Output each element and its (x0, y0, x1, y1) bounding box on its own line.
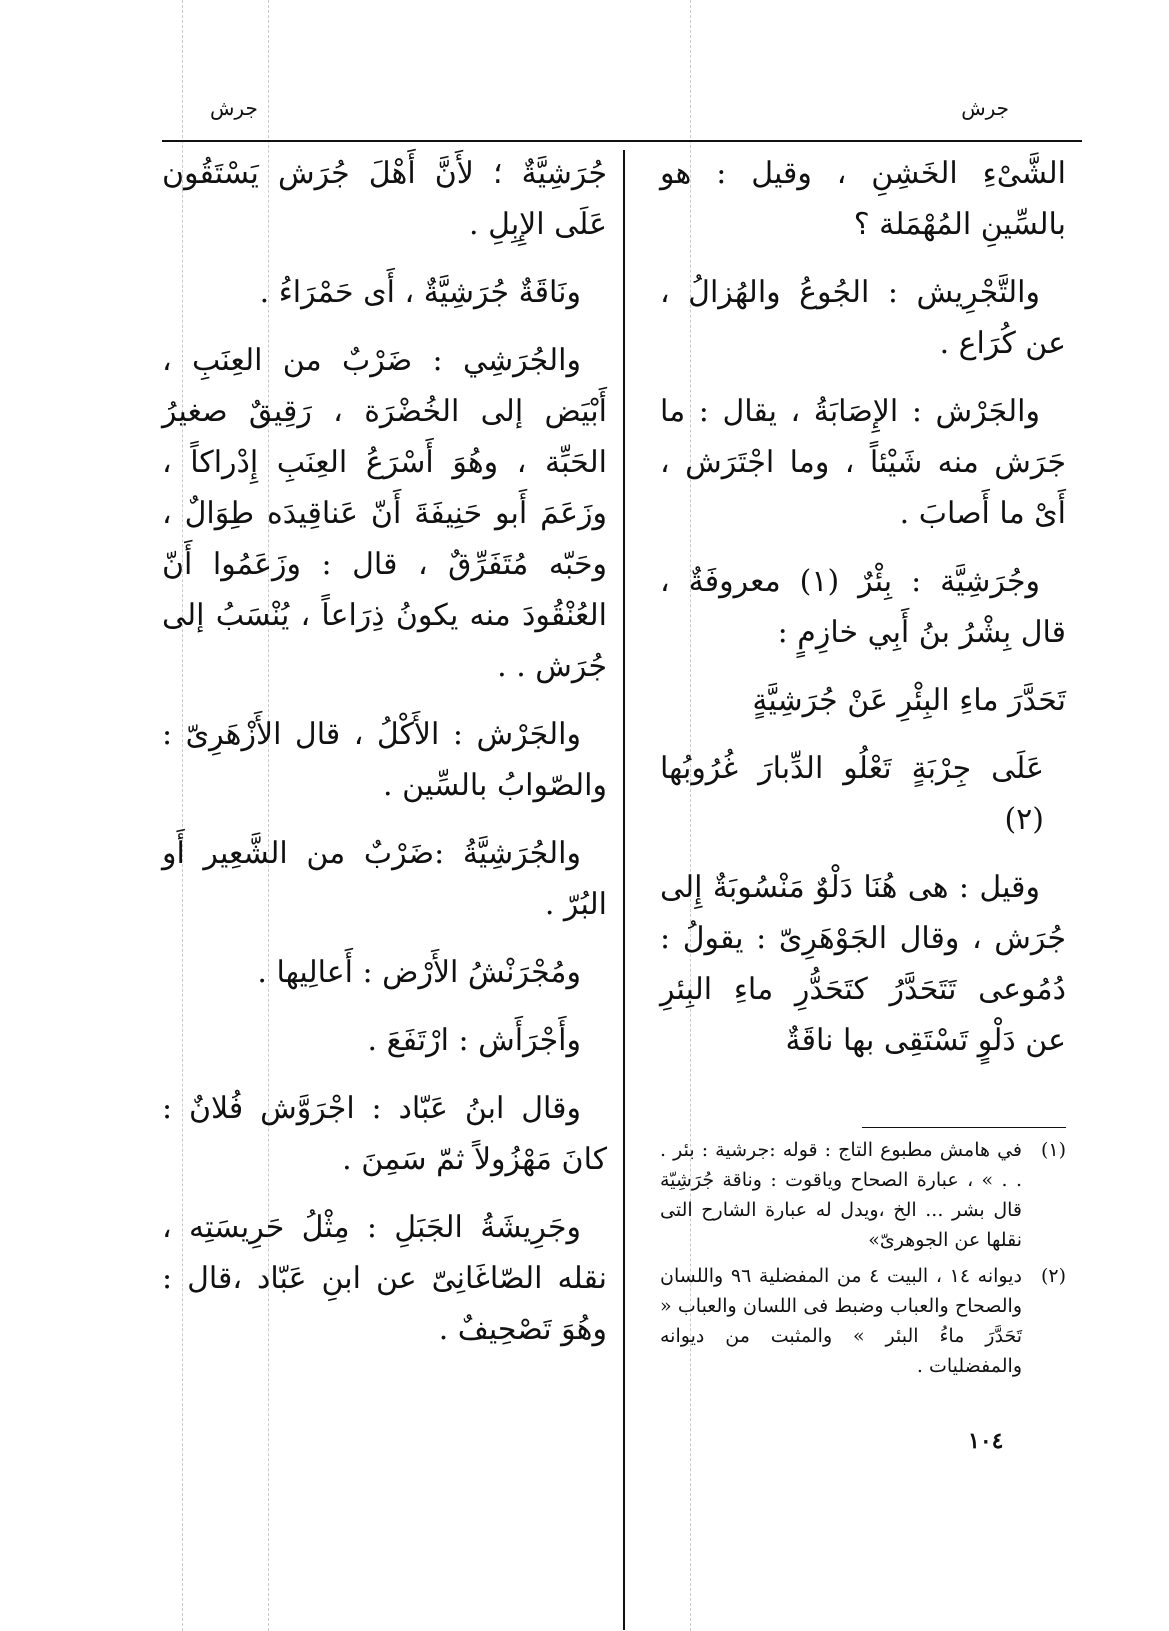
entry-paragraph: وقيل : هى هُنَا دَلْوٌ مَنْسُوبَةٌ إِلى جُرَش ، وقال الجَوْهَرِىّ : يقولُ : دُمُوعى تَتَحَدَّرُ كتَحَدُّرِ ماءِ البِئرِ عن دَلْوٍ تَسْتَقِى بها ناقَةٌ (660, 870, 1066, 1058)
footnote-rule (862, 1127, 1066, 1128)
footnote-1 (660, 1135, 1066, 1255)
entry-paragraph: والجُرَشِيَّةُ :ضَرْبٌ من الشَّعِير أَو البُرّ . (162, 836, 607, 922)
entry-paragraph: ونَاقَةٌ جُرَشِيَّةٌ ، أَى حَمْرَاءُ . (259, 275, 581, 310)
entry-paragraph: والجَرْش : الإِصَابَةُ ، يقال : ما جَرَش منه شَيْئاً ، وما اجْتَرَش ، أَىْ ما أَصابَ . (660, 394, 1066, 531)
entry-paragraph: وقال ابنُ عَبّاد : اجْرَوَّش فُلانٌ : كانَ مَهْزُولاً ثمّ سَمِنَ . (162, 1091, 607, 1177)
column-divider (623, 150, 625, 1630)
entry-paragraph: ومُجْرَنْشُ الأَرْض : أَعالِيها . (257, 955, 581, 990)
poem-hemistich-1: تَحَدَّرَ ماءِ البِئْرِ عَنْ جُرَشِيَّةٍ (752, 683, 1066, 718)
entry-paragraph: وأَجْرَأَش : ارْتَفَعَ . (367, 1023, 581, 1058)
footnote-text: ديوانه ١٤ ، البيت ٤ من المفضلية ٩٦ واللسان والصحاح والعباب وضبط فى اللسان والعباب « تَحَدَّرَ ماءُ البئر » والمثبت من ديوانه والمفضليات . (660, 1265, 1022, 1377)
entry-paragraph: جُرَشِيَّةٌ ؛ لأَنَّ أَهْلَ جُرَش يَسْتَقُون عَلَى الإِبِلِ . (162, 156, 607, 242)
right-column (660, 148, 1066, 1083)
footnotes (660, 1135, 1066, 1387)
entry-paragraph: وجَرِيشَةُ الجَبَلِ : مِثْلُ حَرِيسَتِه ، نقله الصّاغَانِىّ عن ابنِ عَبّاد ،قال : وهُوَ تَصْحِيفٌ . (162, 1210, 607, 1347)
entry-paragraph: والجَرْش : الأَكْلُ ، قال الأَزْهَرِىّ : والصّوابُ بالسِّين . (162, 717, 607, 803)
footnote-2 (660, 1261, 1066, 1381)
running-header-left: جرش (210, 96, 258, 120)
left-column (162, 148, 607, 1372)
footnote-number: (٢) (1040, 1265, 1066, 1287)
entry-paragraph: وجُرَشِيَّة : بِئْرٌ (١) معروفَةٌ ، قال بِشْرُ بنُ أَبِي خازِمٍ : (660, 564, 1066, 650)
entry-paragraph: الشَّىْءِ الخَشِنِ ، وقيل : هو بالسِّينِ المُهْمَلة ؟ (660, 156, 1066, 242)
poem-hemistich-2: عَلَى جِرْبَةٍ تَعْلُو الدِّبارَ غُرُوبُها (٢) (660, 751, 1044, 837)
footnote-number: (١) (1040, 1139, 1066, 1161)
entry-paragraph: والجُرَشِي : ضَرْبٌ من العِنَبِ ، أَبْيَض إلى الخُضْرَة ، رَقِيقٌ صغيرُ الحَبِّة ، وهُوَ أَسْرَعُ العِنَبِ إِدْراكاً ، وزَعَمَ أَبو حَنِيفَةَ أَنّ عَناقِيدَه طِوَالٌ ، وحَبّه مُتَفَرِّقٌ ، قال : وزَعَمُوا أَنّ العُنْقُودَ منه يكونُ ذِرَاعاً ، يُنْسَبُ إلى جُرَش . . (162, 343, 607, 684)
entry-paragraph: والتَّجْرِيش : الجُوعُ والهُزالُ ، عن كُرَاع . (660, 275, 1066, 361)
footnote-text: في هامش مطبوع التاج : قوله :جرشية : بئر . . . » ، عبارة الصحاح وياقوت : وناقة جُرَشِيّة قال بشر ... الخ ،ويدل له عبارة الشارح التى نقلها عن الجوهرىّ» (660, 1139, 1022, 1251)
header-rule (162, 140, 1082, 142)
running-header-right: جرش (961, 96, 1009, 120)
page-number: ١٠٤ (968, 1428, 1004, 1454)
